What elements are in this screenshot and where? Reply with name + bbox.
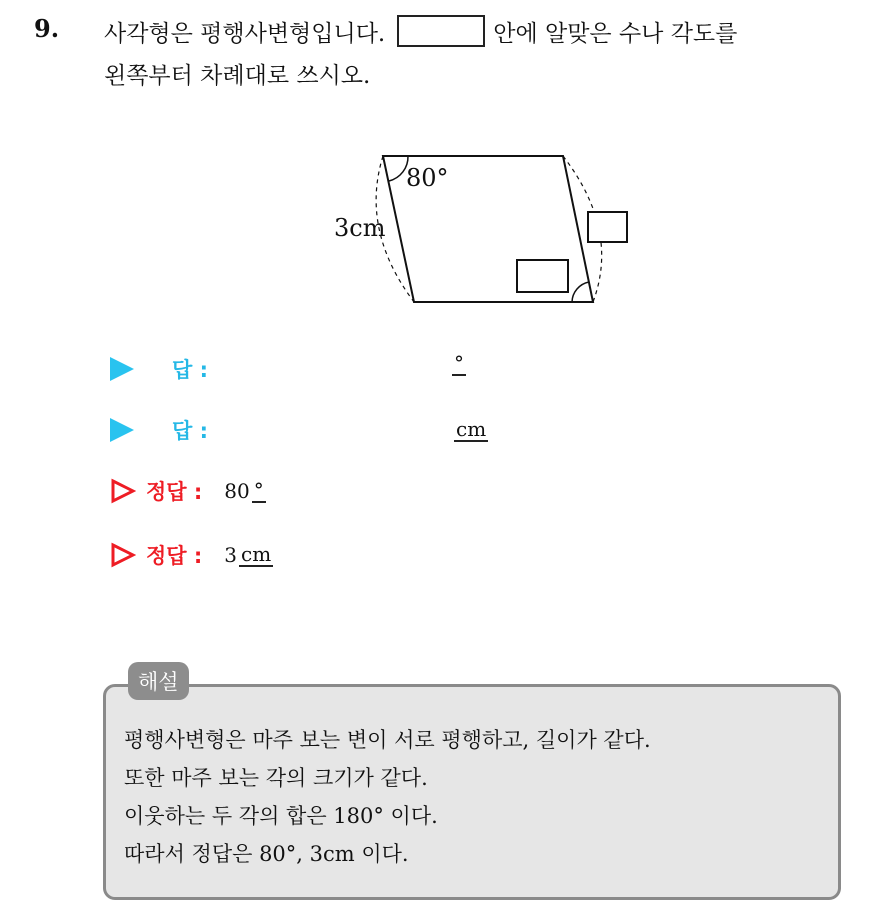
explanation-line: 이웃하는 두 각의 합은 180° 이다. — [124, 804, 438, 828]
question-text-line1 — [104, 15, 737, 48]
explanation-line: 평행사변형은 마주 보는 변이 서로 평행하고, 길이가 같다. — [124, 728, 651, 752]
answer-unit-blank-1[interactable]: ° — [454, 351, 464, 375]
parallelogram-figure — [330, 140, 640, 320]
side-label: 3cm — [334, 214, 386, 242]
correct-unit: cm — [241, 542, 272, 566]
blank-box-icon — [397, 15, 485, 47]
bottom-right-angle-arc — [572, 282, 589, 302]
outline-triangle-icon — [110, 542, 136, 568]
play-triangle-icon — [110, 357, 134, 381]
correct-value: 3 — [224, 543, 238, 567]
correct-label: 정답 : — [146, 480, 203, 504]
correct-unit: ° — [253, 478, 264, 502]
correct-row-1 — [110, 474, 266, 508]
correct-row-2 — [110, 538, 273, 572]
answer-unit-blank-2[interactable]: cm — [456, 417, 487, 441]
question-text-before-box: 사각형은 평행사변형입니다. — [104, 21, 386, 47]
question-text-after-box: 안에 알맞은 수나 각도를 — [493, 21, 738, 47]
correct-value: 80 — [224, 479, 250, 503]
question-number: 9. — [34, 14, 60, 43]
answer-label: 답 : — [172, 419, 208, 443]
explanation-tag: 해설 — [128, 662, 189, 700]
outline-triangle-icon — [110, 478, 136, 504]
answer-row-2 — [110, 413, 208, 447]
angle-label: 80° — [406, 164, 449, 192]
answer-label: 답 : — [172, 358, 208, 382]
answer-row-1 — [110, 352, 208, 386]
correct-label: 정답 : — [146, 544, 203, 568]
explanation-line: 따라서 정답은 80°, 3cm 이다. — [124, 842, 409, 866]
question-text-line2: 왼쪽부터 차례대로 쓰시오. — [104, 63, 371, 89]
explanation-line: 또한 마주 보는 각의 크기가 같다. — [124, 766, 428, 790]
side-answer-box-icon — [588, 212, 627, 242]
play-triangle-icon — [110, 418, 134, 442]
angle-answer-box-icon — [517, 260, 568, 292]
